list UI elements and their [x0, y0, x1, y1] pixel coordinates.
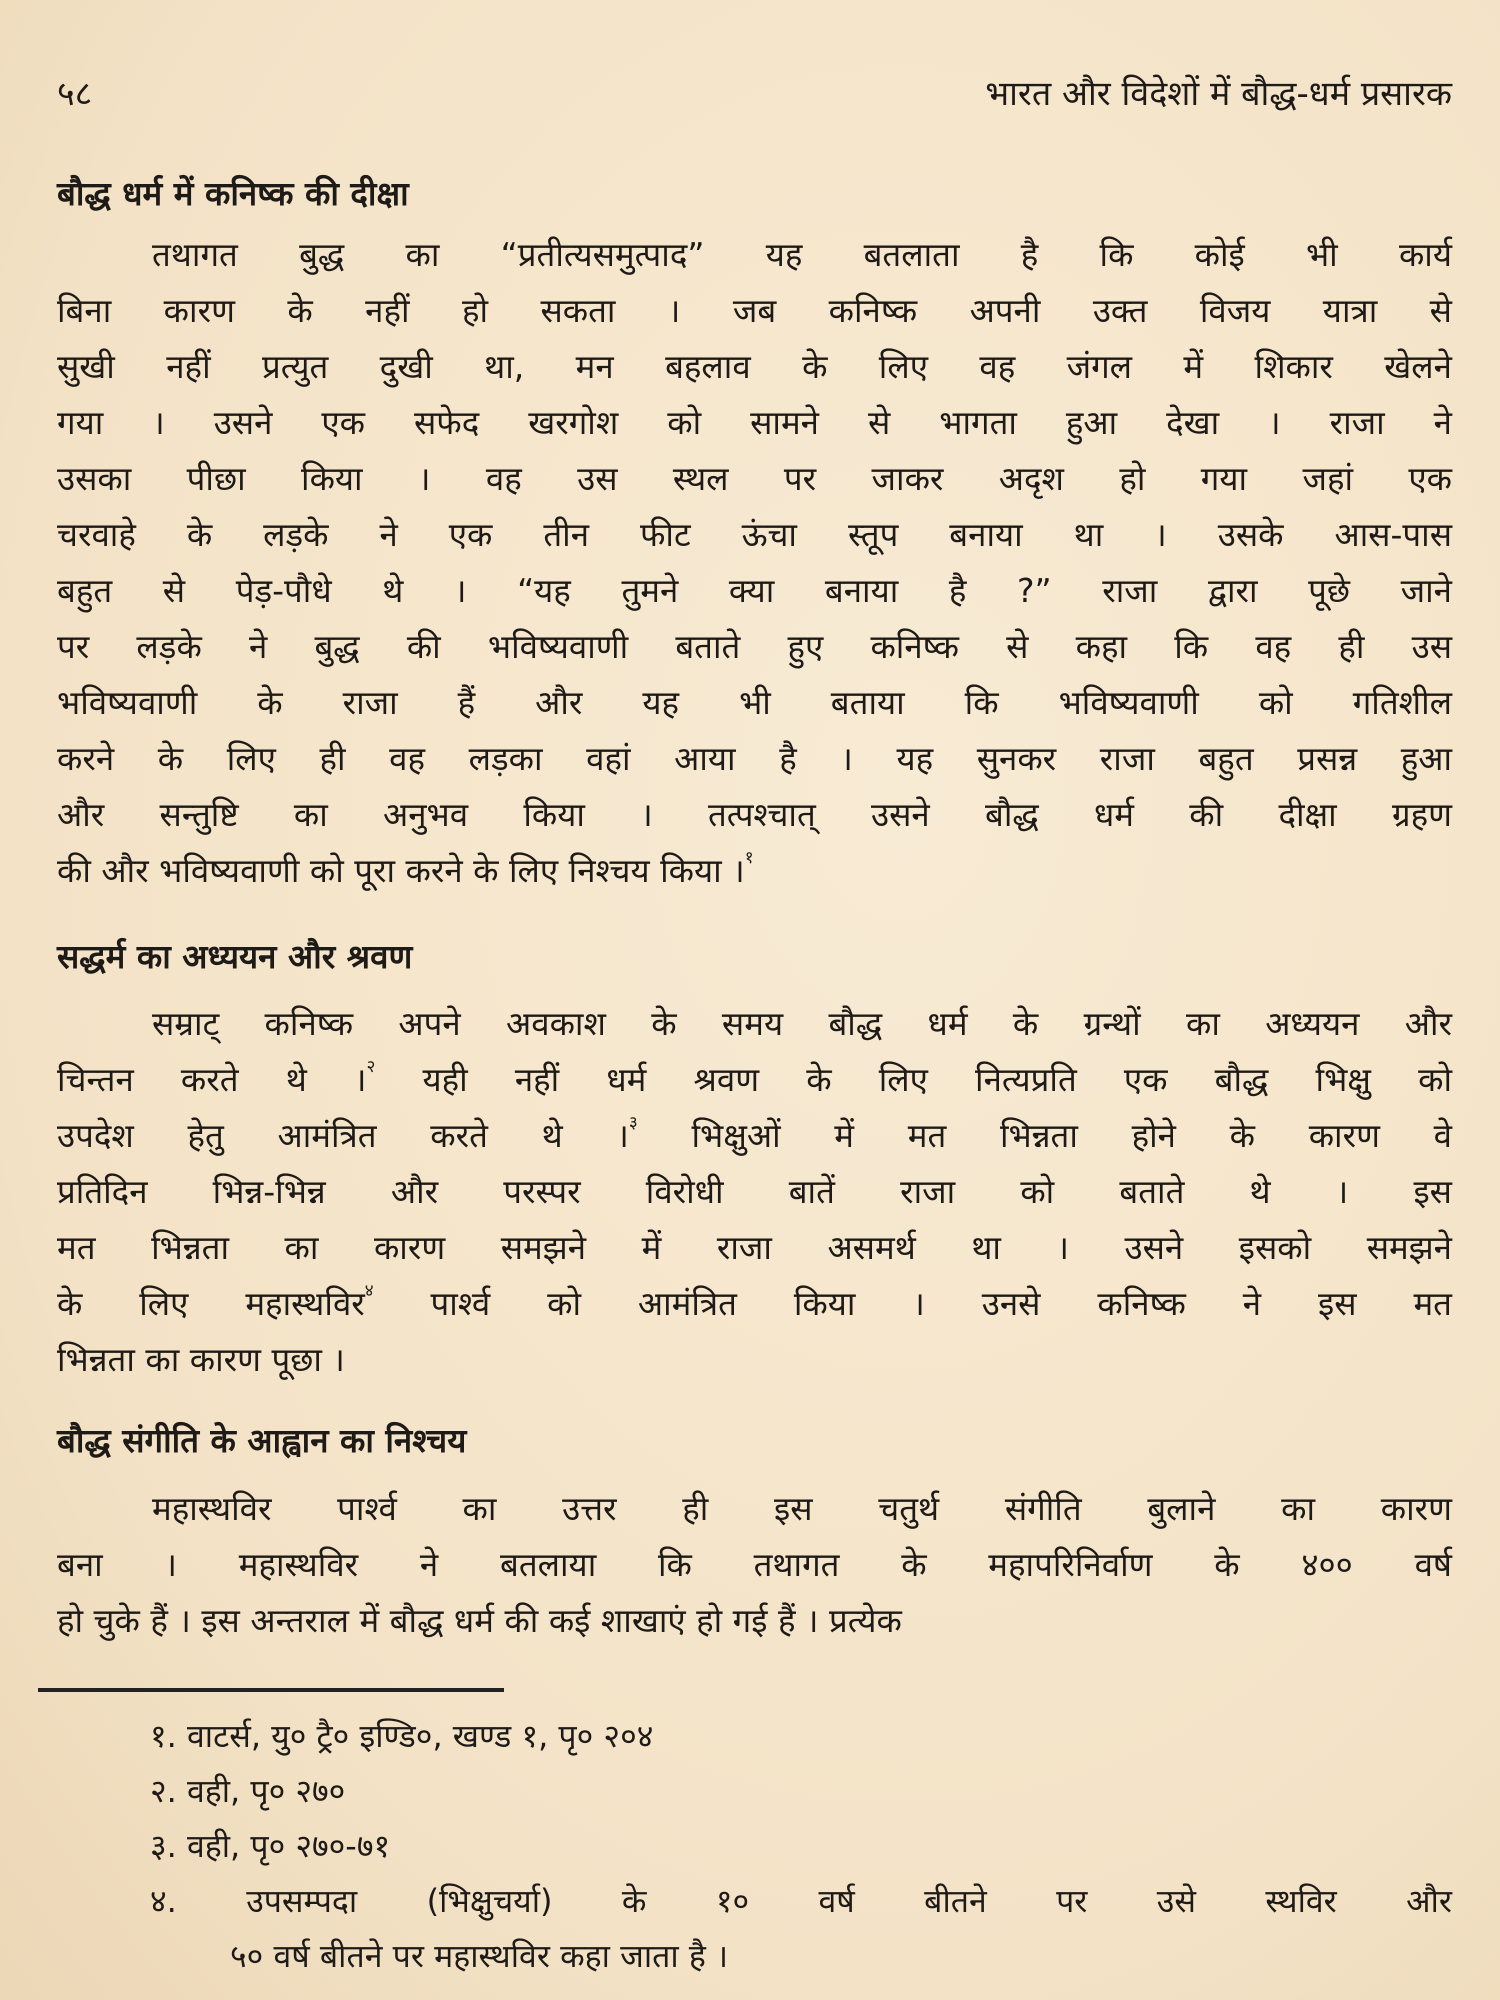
line-text: तथागत बुद्ध का “प्रतीत्यसमुत्पाद” यह बतलाता है कि कोई भी कार्य — [152, 235, 1452, 274]
text-line — [57, 787, 1452, 843]
running-header — [57, 66, 1452, 122]
text-line — [57, 507, 1452, 563]
line-text: हो चुके हैं । इस अन्तराल में बौद्ध धर्म की कई शाखाएं हो गई हैं । प्रत्येक — [57, 1601, 902, 1640]
paragraph — [57, 996, 1452, 1388]
section-heading: सद्धर्म का अध्ययन और श्रवण — [57, 937, 413, 976]
footnote-marker: १ — [744, 848, 754, 868]
text-line — [57, 563, 1452, 619]
footnote: ४. उपसम्पदा (भिक्षुचर्या) के १० वर्ष बीतने पर उसे स्थविर और — [150, 1882, 1452, 1920]
line-text: बिना कारण के नहीं हो सकता । जब कनिष्क अपनी उक्त विजय यात्रा से — [57, 291, 1452, 330]
line-text: भिन्नता का कारण पूछा । — [57, 1340, 345, 1379]
text-line — [57, 996, 1452, 1052]
line-text: पार्श्व को आमंत्रित किया । उनसे कनिष्क ने इस मत — [373, 1284, 1452, 1323]
line-text: गया । उसने एक सफेद खरगोश को सामने से भागता हुआ देखा । राजा ने — [57, 403, 1452, 442]
line-text: सम्राट् कनिष्क अपने अवकाश के समय बौद्ध धर्म के ग्रन्थों का अध्ययन और — [152, 1004, 1452, 1043]
text-line — [57, 339, 1452, 395]
line-text: और सन्तुष्टि का अनुभव किया । तत्पश्चात् उसने बौद्ध धर्म की दीक्षा ग्रहण — [57, 795, 1452, 834]
line-text: पर लड़के ने बुद्ध की भविष्यवाणी बताते हुए कनिष्क से कहा कि वह ही उस — [57, 627, 1452, 666]
text-line — [57, 1108, 1452, 1164]
text-line — [57, 675, 1452, 731]
footnote-continuation: ५० वर्ष बीतने पर महास्थविर कहा जाता है । — [230, 1937, 729, 1975]
text-line — [57, 843, 1452, 899]
line-text: बहुत से पेड़-पौधे थे । “यह तुमने क्या बनाया है ?” राजा द्वारा पूछे जाने — [57, 571, 1452, 610]
line-text: मत भिन्नता का कारण समझने में राजा असमर्थ था । उसने इसको समझने — [57, 1228, 1452, 1267]
footnote-marker: ३ — [628, 1113, 638, 1133]
text-line — [57, 395, 1452, 451]
line-text: उसका पीछा किया । वह उस स्थल पर जाकर अदृश हो गया जहां एक — [57, 459, 1452, 498]
text-line — [57, 1593, 1452, 1649]
footnote-marker: ४ — [364, 1281, 374, 1301]
line-text: भिक्षुओं में मत भिन्नता होने के कारण वे — [637, 1116, 1452, 1155]
footnote-marker: २ — [366, 1057, 376, 1077]
footnote-divider — [38, 1688, 504, 1692]
text-line — [57, 451, 1452, 507]
text-line — [57, 283, 1452, 339]
text-line — [57, 1537, 1452, 1593]
line-text: बना । महास्थविर ने बतलाया कि तथागत के महापरिनिर्वाण के ४०० वर्ष — [57, 1545, 1452, 1584]
line-text: के लिए महास्थविर — [57, 1284, 365, 1323]
text-line — [57, 1332, 1452, 1388]
text-line — [57, 1276, 1452, 1332]
footnotes — [150, 1709, 1452, 1984]
section-heading: बौद्ध संगीति के आह्वान का निश्चय — [57, 1421, 467, 1460]
text-line — [57, 1481, 1452, 1537]
paragraph — [57, 227, 1452, 899]
line-text: उपदेश हेतु आमंत्रित करते थे । — [57, 1116, 629, 1155]
line-text: की और भविष्यवाणी को पूरा करने के लिए निश्चय किया । — [57, 851, 745, 890]
line-text: प्रतिदिन भिन्न-भिन्न और परस्पर विरोधी बातें राजा को बताते थे । इस — [57, 1172, 1452, 1211]
footnote: १. वाटर्स, यु० ट्रै० इण्डि०, खण्ड १, पृ० २०४ — [150, 1717, 654, 1755]
line-text: करने के लिए ही वह लड़का वहां आया है । यह सुनकर राजा बहुत प्रसन्न हुआ — [57, 739, 1452, 778]
text-line — [57, 1220, 1452, 1276]
line-text: चरवाहे के लड़के ने एक तीन फीट ऊंचा स्तूप बनाया था । उसके आस-पास — [57, 515, 1452, 554]
line-text: चिन्तन करते थे । — [57, 1060, 367, 1099]
page-number: ५८ — [57, 74, 93, 114]
line-text: भविष्यवाणी के राजा हैं और यह भी बताया कि भविष्यवाणी को गतिशील — [57, 683, 1452, 722]
section-heading: बौद्ध धर्म में कनिष्क की दीक्षा — [57, 174, 409, 213]
footnote: २. वही, पृ० २७० — [150, 1772, 346, 1810]
text-line — [57, 1164, 1452, 1220]
text-line — [57, 619, 1452, 675]
line-text: महास्थविर पार्श्व का उत्तर ही इस चतुर्थ संगीति बुलाने का कारण — [152, 1489, 1452, 1528]
text-line — [57, 227, 1452, 283]
text-line — [57, 731, 1452, 787]
paragraph — [57, 1481, 1452, 1649]
line-text: यही नहीं धर्म श्रवण के लिए नित्यप्रति एक बौद्ध भिक्षु को — [375, 1060, 1452, 1099]
running-title: भारत और विदेशों में बौद्ध-धर्म प्रसारक — [985, 74, 1452, 114]
line-text: सुखी नहीं प्रत्युत दुखी था, मन बहलाव के लिए वह जंगल में शिकार खेलने — [57, 347, 1452, 386]
text-line — [57, 1052, 1452, 1108]
footnote: ३. वही, पृ० २७०-७१ — [150, 1827, 391, 1865]
